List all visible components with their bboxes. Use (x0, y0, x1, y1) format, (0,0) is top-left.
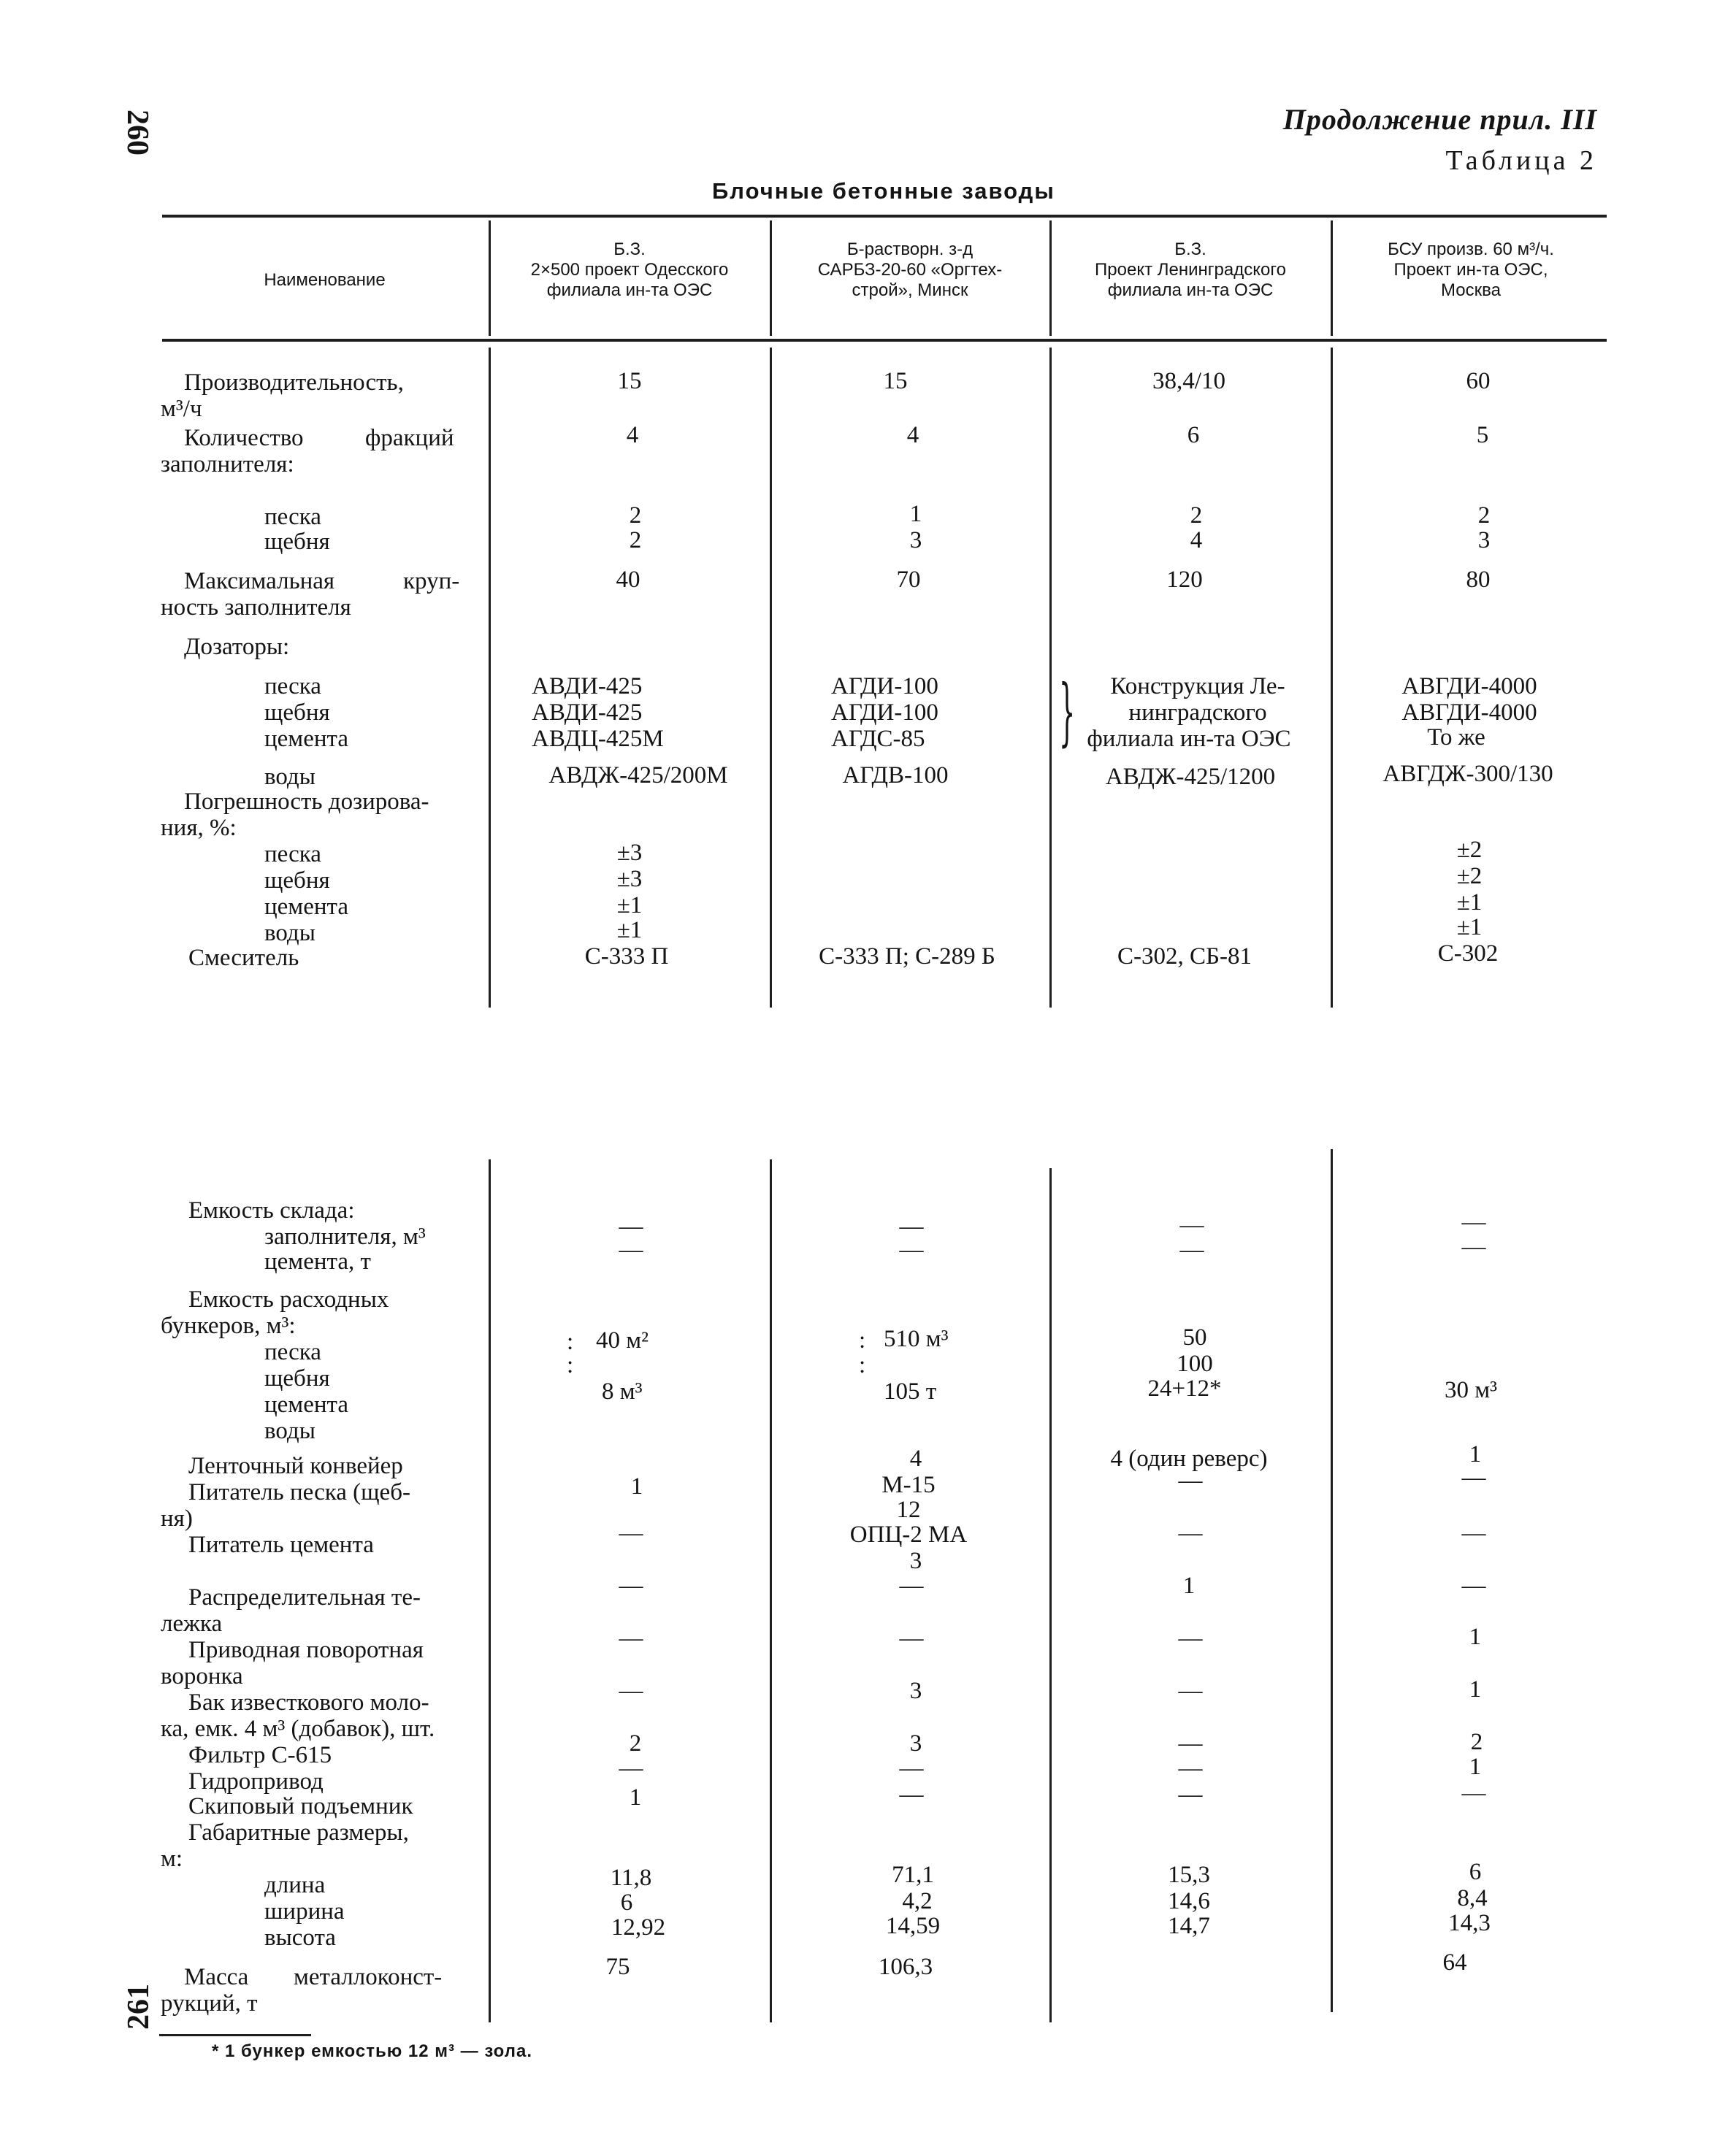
cell: 3 (909, 1678, 922, 1704)
footnote: * 1 бункер емкостью 12 м³ — зола. (212, 2041, 533, 2061)
top-rule (162, 215, 1607, 218)
dash: — (1179, 1237, 1204, 1263)
cell: 4 (906, 422, 919, 448)
cell: 11,8 (610, 1865, 652, 1891)
dash: — (1461, 1209, 1486, 1235)
dash: — (1461, 1780, 1486, 1806)
dash: — (899, 1213, 924, 1240)
dash: — (899, 1573, 924, 1599)
header-col-4 (1333, 239, 1609, 301)
row-label: м: (161, 1846, 183, 1872)
row-label: Дозаторы: (184, 634, 290, 660)
cell: 2 (1190, 502, 1203, 529)
cell: 15,3 (1168, 1862, 1210, 1888)
dash: — (619, 1213, 643, 1240)
row-label: рукций, т (161, 1990, 258, 2017)
header-line: филиала ин-та ОЭС (546, 280, 713, 300)
column-divider-1 (489, 348, 491, 1008)
cell: С-333 П (584, 943, 669, 970)
header-line: САРБЗ-20-60 «Оргтех- (817, 260, 1003, 280)
dash: — (1178, 1678, 1203, 1704)
row-label: ка, емк. 4 м³ (добавок), шт. (161, 1716, 435, 1742)
row-label: Приводная поворотная (188, 1637, 424, 1663)
row-label: лежка (161, 1611, 223, 1637)
cell: Конструкция Ле- (1110, 673, 1285, 699)
dash: — (899, 1625, 924, 1651)
row-label: ширина (264, 1898, 345, 1925)
dash: — (1178, 1625, 1203, 1651)
cell: ±1 (616, 892, 643, 918)
cell: С-302 (1437, 940, 1499, 967)
dash: — (899, 1781, 924, 1808)
cell: 3 (909, 1730, 922, 1757)
cell: 8 м³ (602, 1378, 643, 1405)
row-label: заполнителя, м³ (264, 1224, 426, 1250)
row-label: фракций (365, 425, 454, 451)
cell: 1 (1469, 1441, 1482, 1468)
cell: 2 (1470, 1729, 1483, 1755)
row-label: цемента (264, 894, 348, 920)
row-label: Питатель цемента (188, 1532, 374, 1558)
row-label: Ленточный конвейер (188, 1453, 403, 1479)
column-divider-2 (770, 348, 772, 1008)
dash: — (1179, 1212, 1204, 1238)
cell: филиала ин-та ОЭС (1087, 726, 1291, 752)
page-number-top: 260 (121, 110, 154, 156)
cell: 105 т (884, 1378, 937, 1405)
colon: : (567, 1329, 574, 1355)
header-line: Б-растворн. з-д (846, 239, 974, 259)
cell: 1 (909, 501, 922, 527)
row-label: песка (264, 1339, 321, 1365)
cell: 12 (896, 1497, 921, 1523)
column-divider-3 (1049, 348, 1052, 1008)
column-divider-3 (1049, 1168, 1052, 2022)
cell: ±2 (1456, 863, 1483, 889)
column-divider-1 (489, 1159, 491, 2022)
cell: 3 (1477, 527, 1491, 553)
cell: 6 (1187, 422, 1200, 448)
cell: АГДВ-100 (842, 762, 949, 789)
header-name: Наименование (264, 270, 386, 290)
colon: : (859, 1327, 866, 1354)
cell: 6 (1469, 1859, 1482, 1885)
continuation-label: Продолжение прил. III (1282, 103, 1597, 136)
row-label: Максимальная (184, 568, 335, 594)
cell: 510 м³ (884, 1326, 949, 1352)
row-label: воды (264, 1418, 315, 1444)
cell: АГДС-85 (831, 726, 925, 752)
dash: — (619, 1678, 643, 1704)
header-line: Проект Ленинградского (1095, 260, 1286, 280)
cell: 4 (626, 422, 639, 448)
cell: 1 (1469, 1624, 1482, 1650)
row-label: щебня (264, 867, 330, 894)
header-line: Проект ин-та ОЭС, (1393, 260, 1548, 280)
dash: — (619, 1573, 643, 1599)
row-label: м³/ч (161, 396, 202, 422)
row-label: Емкость расходных (188, 1286, 389, 1313)
cell: АВДИ-425 (532, 673, 643, 699)
header-line: 2×500 проект Одесского (530, 260, 729, 280)
cell: АВДИ-425 (532, 699, 643, 726)
cell: 3 (909, 1548, 922, 1574)
cell: 14,7 (1168, 1913, 1210, 1939)
header-col-1 (491, 239, 768, 301)
header-rule (162, 339, 1607, 342)
row-label: Скиповый подъемник (188, 1793, 413, 1819)
cell: АВДЖ-425/1200 (1105, 764, 1276, 790)
cell: 1 (630, 1473, 643, 1500)
header-line: филиала ин-та ОЭС (1107, 280, 1274, 300)
row-label: щебня (264, 699, 330, 726)
cell: 24+12* (1147, 1376, 1222, 1402)
cell: 12,92 (611, 1914, 666, 1941)
cell: То же (1427, 724, 1485, 751)
cell: 14,6 (1168, 1888, 1210, 1914)
row-label: цемента (264, 1392, 348, 1418)
page-number-bottom: 261 (122, 1984, 156, 2030)
cell: 14,3 (1448, 1910, 1491, 1936)
row-label: Питатель песка (щеб- (188, 1479, 410, 1505)
cell: 14,59 (885, 1913, 941, 1939)
cell: АВГДЖ-300/130 (1382, 761, 1553, 787)
cell: 30 м³ (1444, 1377, 1498, 1403)
cell: 100 (1177, 1351, 1213, 1377)
row-label: Производительность, (184, 369, 404, 396)
cell: 4 (909, 1446, 922, 1472)
header-line: Б.З. (1174, 239, 1206, 259)
cell: АГДИ-100 (831, 673, 938, 699)
cell: АВДЖ-425/200М (548, 762, 728, 789)
dash: — (619, 1755, 643, 1781)
cell: ±1 (1456, 914, 1483, 940)
cell: 2 (629, 502, 642, 529)
cell: 40 м² (596, 1327, 649, 1354)
cell: АГДИ-100 (831, 699, 938, 726)
colon: : (567, 1352, 574, 1378)
row-label: Количество (184, 425, 304, 451)
column-divider-4 (1331, 348, 1333, 1008)
cell: 5 (1476, 422, 1489, 448)
table-title: Блочные бетонные заводы (712, 178, 1055, 204)
dash: — (1178, 1468, 1203, 1494)
cell: 15 (883, 368, 908, 394)
cell: 1 (629, 1784, 642, 1811)
header-line: Москва (1441, 280, 1501, 300)
cell: 1 (1469, 1676, 1482, 1703)
dash: — (619, 1237, 643, 1263)
row-label: цемента (264, 726, 348, 752)
cell: С-302, СБ-81 (1117, 943, 1252, 970)
table-number: Таблица 2 (1445, 145, 1597, 176)
row-label: металлоконст- (294, 1964, 443, 1990)
row-label: высота (264, 1925, 336, 1951)
cell: М-15 (881, 1472, 936, 1498)
header-line: Б.З. (613, 239, 646, 259)
row-label: песка (264, 504, 321, 530)
dash: — (1178, 1755, 1203, 1781)
dash: — (1461, 1465, 1486, 1491)
dash: — (899, 1237, 924, 1263)
row-label: песка (264, 841, 321, 867)
cell: 2 (629, 1730, 642, 1757)
cell: 50 (1182, 1324, 1207, 1351)
cell: 70 (896, 567, 921, 593)
row-label: Фильтр С-615 (188, 1742, 332, 1768)
dash: — (1461, 1234, 1486, 1260)
column-divider-4 (1331, 1149, 1333, 2012)
row-label: песка (264, 673, 321, 699)
cell: 64 (1442, 1949, 1467, 1976)
row-label: Масса (184, 1964, 249, 1990)
dash: — (1461, 1573, 1486, 1599)
header-col-2 (772, 239, 1048, 301)
cell: 8,4 (1457, 1885, 1488, 1911)
header-col-3 (1052, 239, 1329, 301)
cell: АВГДИ-4000 (1401, 699, 1537, 726)
cell: 4,2 (902, 1888, 933, 1914)
dash: — (1178, 1730, 1203, 1757)
cell: ±1 (1456, 889, 1483, 916)
cell: ±3 (616, 840, 643, 866)
row-label: заполнителя: (161, 451, 294, 477)
cell: 1 (1182, 1573, 1196, 1599)
cell: АВДЦ-425М (532, 726, 664, 752)
footnote-rule (159, 2034, 311, 2036)
cell: АВГДИ-4000 (1401, 673, 1537, 699)
header-line: БСУ произв. 60 м³/ч. (1388, 239, 1554, 259)
row-label: воды (264, 920, 315, 946)
row-label: щебня (264, 529, 330, 555)
cell: ±2 (1456, 837, 1483, 863)
cell: 2 (629, 527, 642, 553)
cell: 3 (909, 527, 922, 553)
brace-icon: } (1059, 669, 1076, 754)
cell: 1 (1469, 1754, 1482, 1780)
cell: нинградского (1128, 699, 1267, 726)
dash: — (1178, 1781, 1203, 1808)
row-label: цемента, т (264, 1248, 371, 1275)
row-label: длина (264, 1872, 326, 1898)
row-label: ня) (161, 1505, 193, 1532)
row-label: Гидропривод (188, 1768, 324, 1795)
row-label: ния, %: (161, 815, 237, 841)
cell: ОПЦ-2 МА (849, 1522, 968, 1548)
row-label: Емкость склада: (188, 1197, 355, 1224)
cell: 40 (616, 567, 640, 593)
cell: ±3 (616, 866, 643, 892)
cell: 106,3 (878, 1954, 933, 1980)
dash: — (619, 1625, 643, 1651)
row-label: бункеров, м³: (161, 1313, 296, 1339)
cell: 75 (605, 1954, 630, 1980)
dash: — (899, 1755, 924, 1781)
row-label: Габаритные размеры, (188, 1819, 409, 1846)
cell: 80 (1466, 567, 1491, 593)
cell: 6 (620, 1890, 633, 1916)
row-label: круп- (403, 568, 460, 594)
cell: ±1 (616, 917, 643, 943)
row-label: воронка (161, 1663, 243, 1689)
column-divider-2 (770, 1159, 772, 2022)
row-label: Бак известкового моло- (188, 1689, 429, 1716)
row-label: Смеситель (188, 945, 299, 971)
row-label: воды (264, 764, 315, 790)
cell: 15 (617, 368, 642, 394)
cell: 2 (1477, 502, 1491, 529)
cell: С-333 П; С-289 Б (819, 943, 995, 970)
row-label: Погрешность дозирова- (184, 789, 429, 815)
row-label: щебня (264, 1365, 330, 1392)
cell: 38,4/10 (1152, 368, 1225, 394)
cell: 4 (один реверс) (1110, 1446, 1268, 1472)
cell: 71,1 (892, 1862, 934, 1888)
row-label: Распределительная те- (188, 1584, 421, 1611)
colon: : (859, 1352, 866, 1378)
cell: 60 (1466, 368, 1491, 394)
cell: 4 (1190, 527, 1203, 553)
header-line: строй», Минск (852, 280, 968, 300)
dash: — (1461, 1520, 1486, 1546)
row-label: ность заполнителя (161, 594, 351, 621)
dash: — (1178, 1520, 1203, 1546)
cell: 120 (1166, 567, 1203, 593)
dash: — (619, 1520, 643, 1546)
